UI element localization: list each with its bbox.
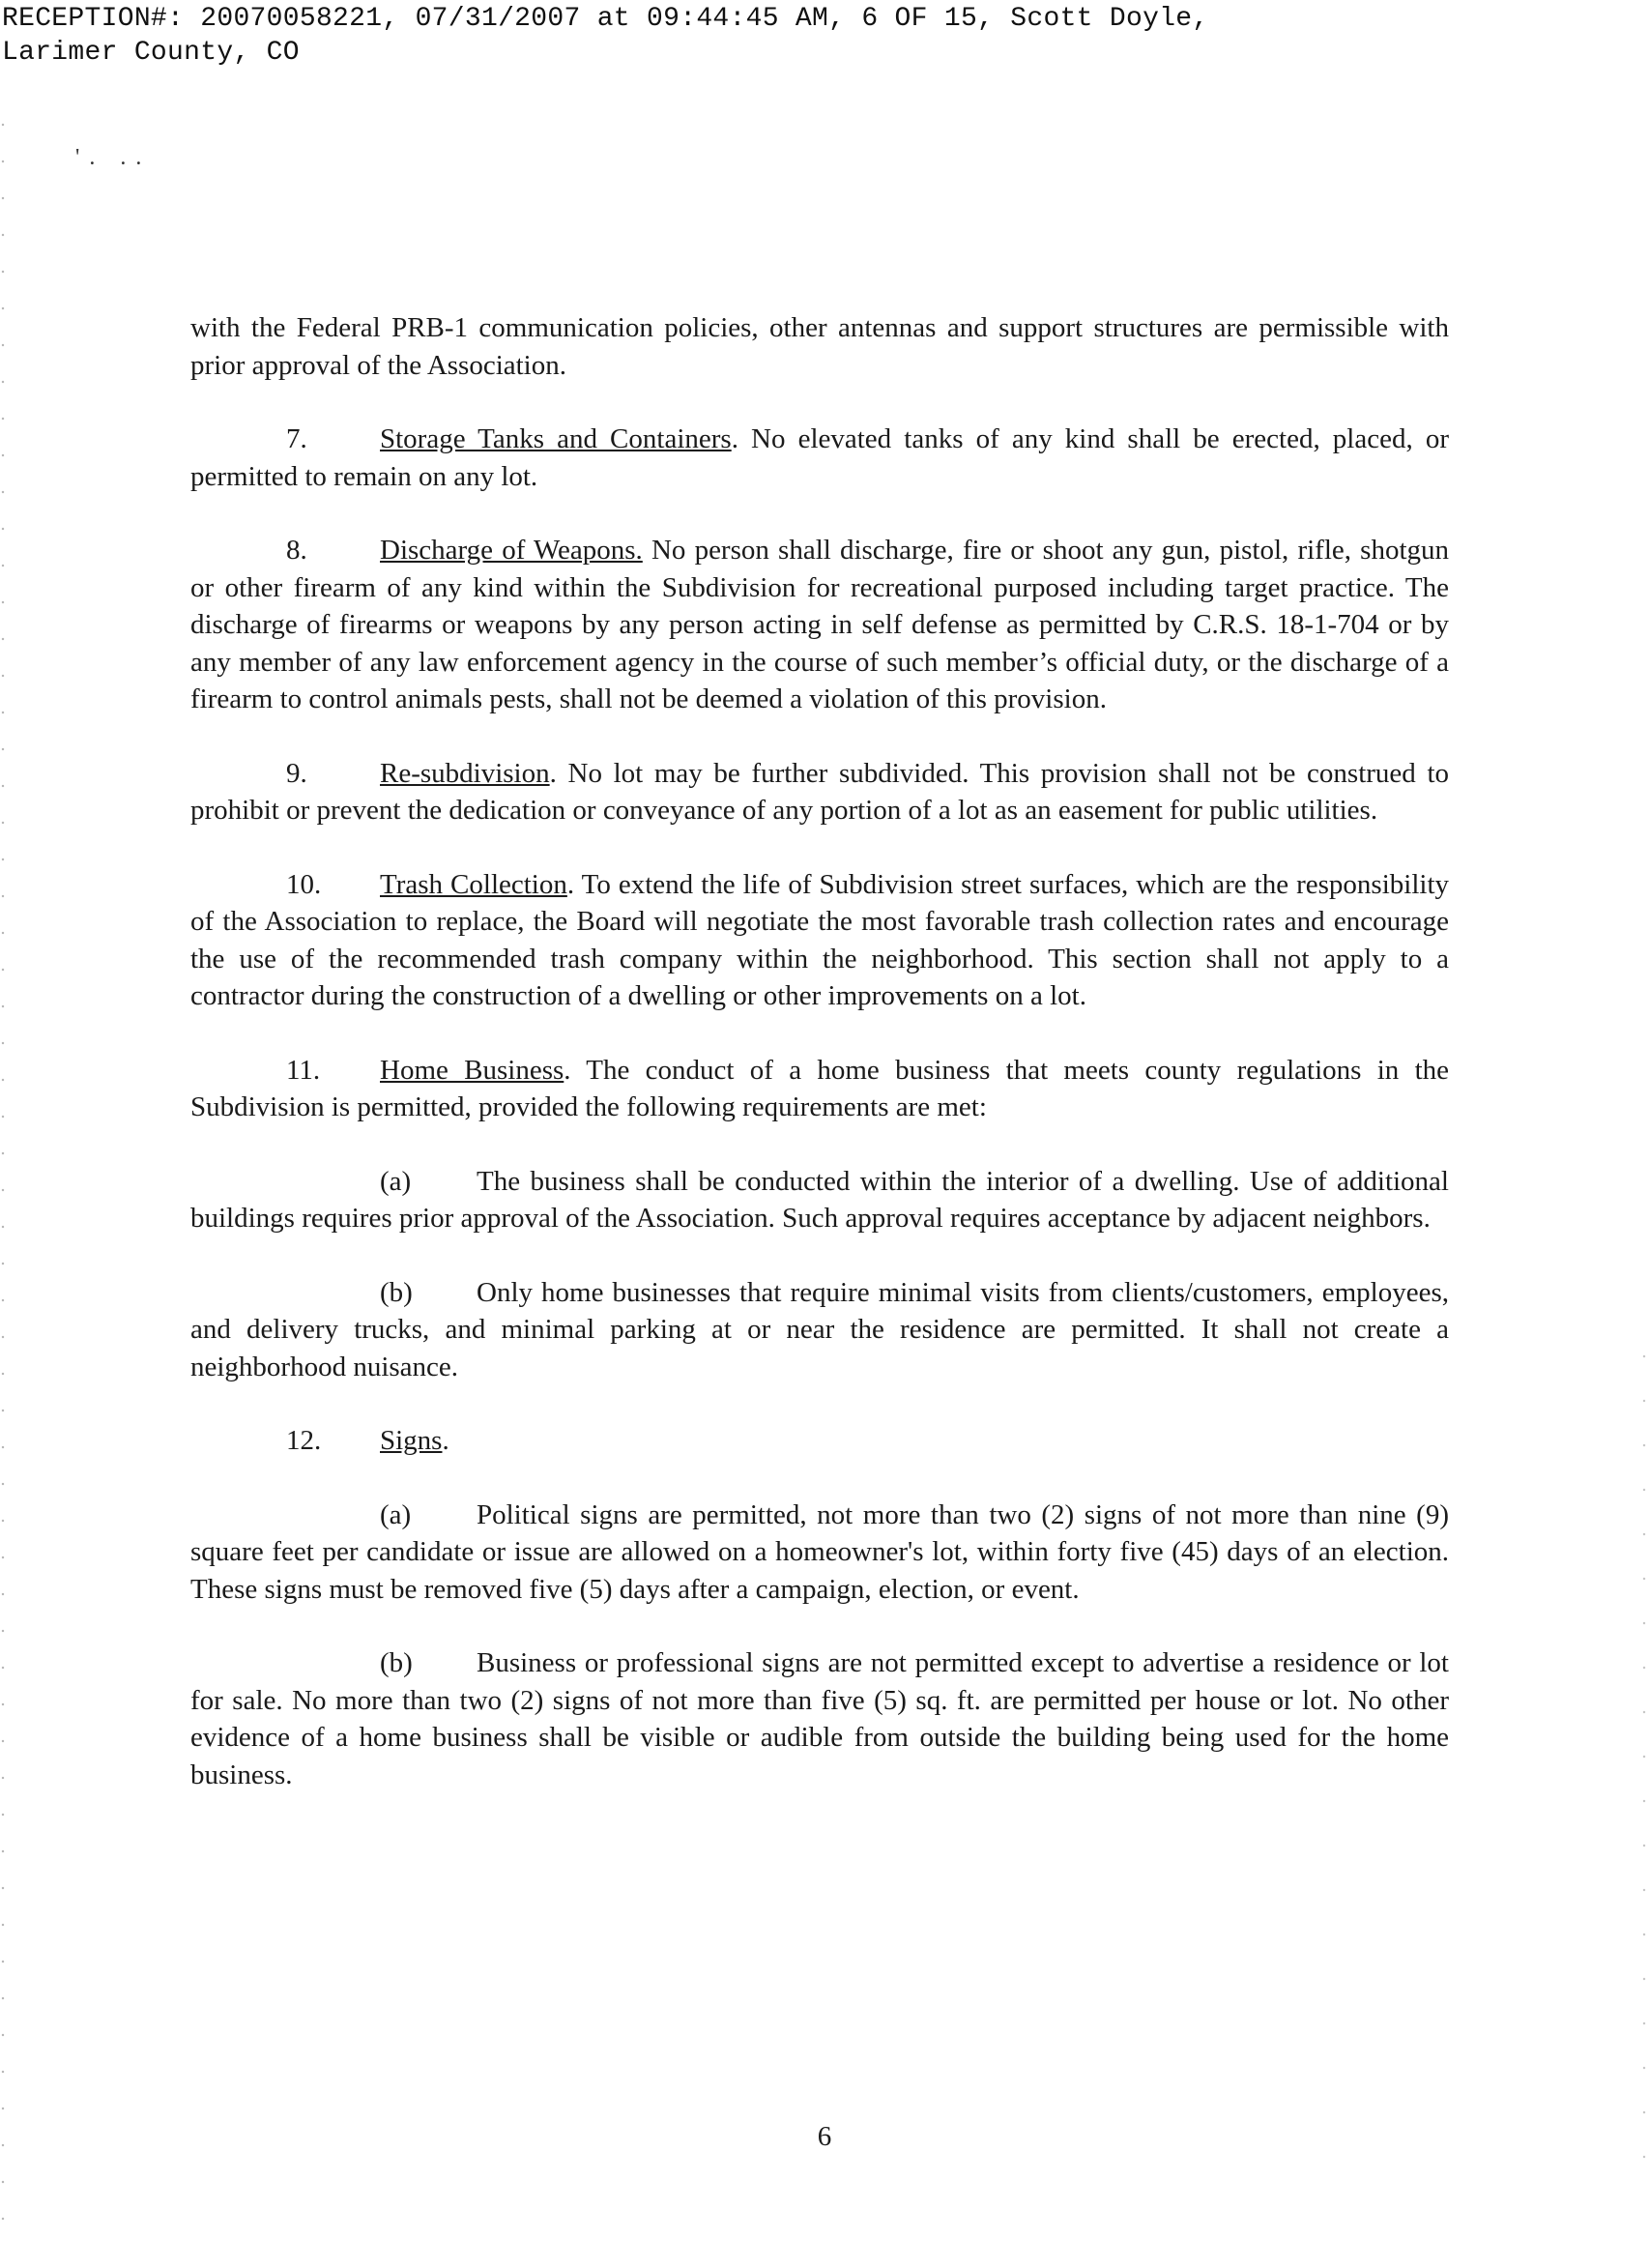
subsection-label: (a): [380, 1165, 412, 1197]
reception-stamp: [2, 2, 1209, 70]
section-body: . The conduct of a home business that meets county regulations in the Subdivision is permitted, provided the following requirements are met:: [190, 1054, 1450, 1122]
section-heading: Storage Tanks and Containers: [380, 423, 732, 454]
section-heading: Signs: [380, 1425, 443, 1456]
section-12b: [190, 1644, 1449, 1793]
section-heading: Trash Collection: [380, 868, 567, 900]
scan-artifact-marks: '. ..: [75, 145, 152, 170]
section-number: 11.: [286, 1054, 321, 1086]
section-9-re-subdivision: [190, 755, 1449, 829]
section-body: . No lot may be further subdivided. This provision shall not be construed to prohibit or prevent the dedication or conveyance of any portion of a lot as an easement for public utilities.: [190, 757, 1449, 826]
section-body: .: [442, 1425, 449, 1456]
subsection-label: (b): [380, 1276, 413, 1308]
subsection-body: Business or professional signs are not permitted except to advertise a residence or lot for sale. No more than two (2) signs of not more than five (5) sq. ft. are permitted per house or lot. No other evidence of a home business shall be visible or audible from outside the building being used for the home business.: [190, 1647, 1449, 1790]
scan-edge-marks-right: [1641, 1334, 1647, 2166]
section-number: 8.: [286, 535, 307, 566]
section-heading: Discharge of Weapons.: [380, 535, 643, 566]
section-8-discharge-of-weapons: [190, 532, 1449, 718]
section-11-home-business: [190, 1052, 1449, 1126]
section-heading: Re-subdivision: [380, 757, 550, 789]
subsection-body: Political signs are permitted, not more than two (2) signs of not more than nine (9) square feet per candidate or issue are allowed on a homeowner's lot, within forty five (45) days of an election. These signs must be removed five (5) days after a campaign, election, or event.: [190, 1498, 1449, 1605]
reception-stamp-line1: RECEPTION#: 20070058221, 07/31/2007 at 09:44:45 AM, 6 OF 15, Scott Doyle,: [2, 4, 1209, 34]
section-11b: [190, 1274, 1449, 1386]
section-number: 9.: [286, 757, 307, 789]
document-body: [190, 309, 1449, 1830]
page-number: 6: [817, 2121, 832, 2152]
subsection-body: Only home businesses that require minimal visits from clients/customers, employees, and delivery trucks, and minimal parking at or near the residence are permitted. It shall not create a neighborhood nuisance.: [190, 1276, 1449, 1382]
reception-stamp-line2: Larimer County, CO: [2, 38, 300, 68]
section-number: 7.: [286, 423, 307, 454]
section-body: . No elevated tanks of any kind shall be erected, placed, or permitted to remain on any lot.: [190, 423, 1449, 492]
section-body: . To extend the life of Subdivision street surfaces, which are the responsibility of the Association to replace, the Board will negotiate the most favorable trash collection rates and encourage the use of the recommended trash company within the neighborhood. This section shall not apply to a contractor during the construction of a dwelling or other improvements on a lot.: [190, 868, 1450, 1011]
section-11a: [190, 1163, 1449, 1237]
paragraph-continuation: [190, 309, 1449, 384]
section-10-trash-collection: [190, 866, 1449, 1015]
paragraph-continuation-text: with the Federal PRB-1 communication policies, other antennas and support structures are permissible with prior approval of the Association.: [190, 312, 1449, 381]
section-number: 12.: [286, 1425, 322, 1456]
section-body: No person shall discharge, fire or shoot any gun, pistol, rifle, shotgun or other firearm of any kind within the Subdivision for recreational purposed including target practice. The discharge of firearms or weapons by any person acting in self defense as permitted by C.R.S. 18-1-704 or by any member of any law enforcement agency in the course of such member’s official duty, or the discharge of a firearm to control animals pests, shall not be deemed a violation of this provision.: [190, 535, 1449, 714]
subsection-body: The business shall be conducted within the interior of a dwelling. Use of additional buildings requires prior approval of the Association. Such approval requires acceptance by adjacent neighbors.: [190, 1165, 1449, 1234]
section-number: 10.: [286, 868, 322, 900]
scan-edge-marks-left: [0, 106, 6, 2233]
subsection-label: (b): [380, 1647, 413, 1678]
subsection-label: (a): [380, 1498, 412, 1530]
section-heading: Home Business: [380, 1054, 564, 1086]
section-12a: [190, 1497, 1449, 1609]
section-12-signs: [190, 1422, 1449, 1460]
section-7-storage-tanks: [190, 421, 1449, 495]
